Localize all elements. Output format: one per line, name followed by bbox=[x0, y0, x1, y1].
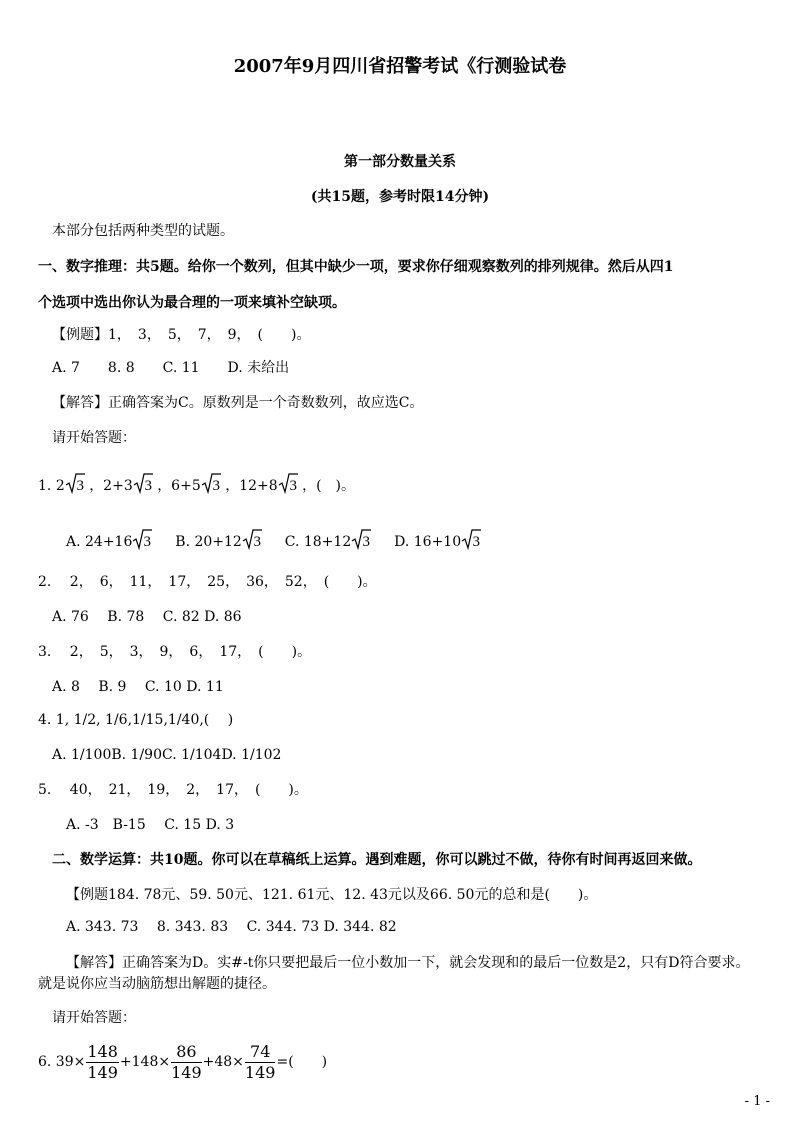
part2-example: 【例题184. 78元、59. 50元、121. 61元、12. 43元以及66. 50元的总和是( )。 bbox=[66, 887, 598, 903]
question-4-options: A. 1/100B. 1/90C. 1/104D. 1/102 bbox=[52, 747, 282, 763]
svg-text:3: 3 bbox=[289, 478, 297, 494]
svg-text:3: 3 bbox=[143, 534, 152, 550]
question-number: 1. bbox=[38, 478, 52, 494]
part1-example: 【例题】1， 3， 5， 7， 9， ( )。 bbox=[52, 327, 311, 343]
part2-instruction: 二、数学运算：共10题。你可以在草稿纸上运算。遇到难题，你可以跳过不做，待你有时间再返回来做。 bbox=[52, 852, 702, 868]
part1-start: 请开始答题： bbox=[52, 430, 136, 446]
q6-mid-2: +48× bbox=[202, 1054, 244, 1070]
sqrt-symbol bbox=[461, 528, 481, 556]
q1-term: 2 bbox=[55, 478, 65, 494]
option-c: C. 18+12 bbox=[284, 534, 352, 550]
question-6 bbox=[38, 1040, 327, 1084]
question-3-options: A. 8 B. 9 C. 10 D. 11 bbox=[52, 679, 224, 695]
sqrt-symbol bbox=[242, 528, 262, 556]
sqrt-symbol bbox=[201, 472, 221, 500]
q6-mid-1: +148× bbox=[119, 1054, 171, 1070]
part2-start: 请开始答题： bbox=[52, 1010, 136, 1026]
q6-lead: 6. 39× bbox=[38, 1054, 86, 1070]
fraction-1: $\frac{148}{149}$ bbox=[87, 1041, 118, 1082]
section-subheading: (共15题，参考时限14分钟) bbox=[310, 189, 490, 205]
part2-example-options: A. 343. 73 8. 343. 83 C. 344. 73 D. 344. 82 bbox=[66, 919, 397, 935]
question-3: 3. 2， 5， 3， 9， 6， 17， ( )。 bbox=[38, 644, 312, 660]
document-title: 2007年9月四川省招警考试《行测验试卷 bbox=[233, 56, 567, 77]
fraction-3: $\frac{74}{149}$ bbox=[244, 1041, 276, 1082]
svg-text:3: 3 bbox=[253, 534, 261, 550]
fraction-2: $\frac{86}{149}$ bbox=[171, 1041, 202, 1082]
q1-term: ，12+8 bbox=[225, 478, 278, 494]
question-4: 4. 1, 1/2, 1/6,1/15,1/40,( ) bbox=[38, 712, 234, 728]
part2-answer-line2: 就是说你应当动脑筋想出解题的捷径。 bbox=[38, 976, 276, 992]
svg-text:3: 3 bbox=[472, 534, 481, 550]
section-heading: 第一部分数量关系 bbox=[344, 154, 456, 170]
sqrt-symbol bbox=[133, 472, 153, 500]
question-5: 5. 40， 21， 19， 2， 17， ( )。 bbox=[38, 782, 308, 798]
question-2-options: A. 76 B. 78 C. 82 D. 86 bbox=[52, 609, 242, 625]
option-d: D. 16+10 bbox=[394, 534, 462, 550]
part2-answer-line1: 【解答】正确答案为D。实#-t你只要把最后一位小数加一下，就会发现和的最后一位数是2，只有D符合要求。 bbox=[66, 955, 750, 971]
sqrt-symbol bbox=[351, 528, 371, 556]
part1-instruction-line2: 个选项中选出你认为最合理的一项来填补空缺项。 bbox=[38, 295, 346, 311]
sqrt-symbol bbox=[65, 472, 85, 500]
q1-term: ，2+3 bbox=[89, 478, 133, 494]
option-a: A. 24+16 bbox=[66, 534, 133, 550]
page-number: - 1 - bbox=[744, 1094, 770, 1109]
question-5-options: A. -3 B-15 C. 15 D. 3 bbox=[66, 817, 235, 833]
q1-term: ，( )。 bbox=[302, 478, 356, 494]
question-2: 2. 2， 6， 11， 17， 25， 36， 52， ( )。 bbox=[38, 574, 377, 590]
option-b: B. 20+12 bbox=[175, 534, 242, 550]
sqrt-symbol bbox=[278, 472, 298, 500]
svg-text:3: 3 bbox=[362, 534, 371, 550]
part1-example-answer: 【解答】正确答案为C。原数列是一个奇数数列，故应选C。 bbox=[52, 395, 424, 411]
svg-text:3: 3 bbox=[144, 478, 152, 494]
section-intro: 本部分包括两种类型的试题。 bbox=[52, 223, 234, 239]
part1-example-options: A. 7 8. 8 C. 11 D. 未给出 bbox=[52, 360, 290, 376]
part1-instruction-line1: 一、数字推理：共5题。给你一个数列，但其中缺少一项，要求你仔细观察数列的排列规律。然后从四1 bbox=[38, 259, 674, 275]
q6-tail: =( ) bbox=[276, 1054, 328, 1070]
question-1 bbox=[38, 472, 355, 500]
sqrt-symbol bbox=[132, 528, 152, 556]
q1-term: ，6+5 bbox=[157, 478, 201, 494]
question-1-options bbox=[66, 528, 481, 556]
svg-text:3: 3 bbox=[212, 478, 220, 494]
svg-text:3: 3 bbox=[76, 478, 84, 494]
